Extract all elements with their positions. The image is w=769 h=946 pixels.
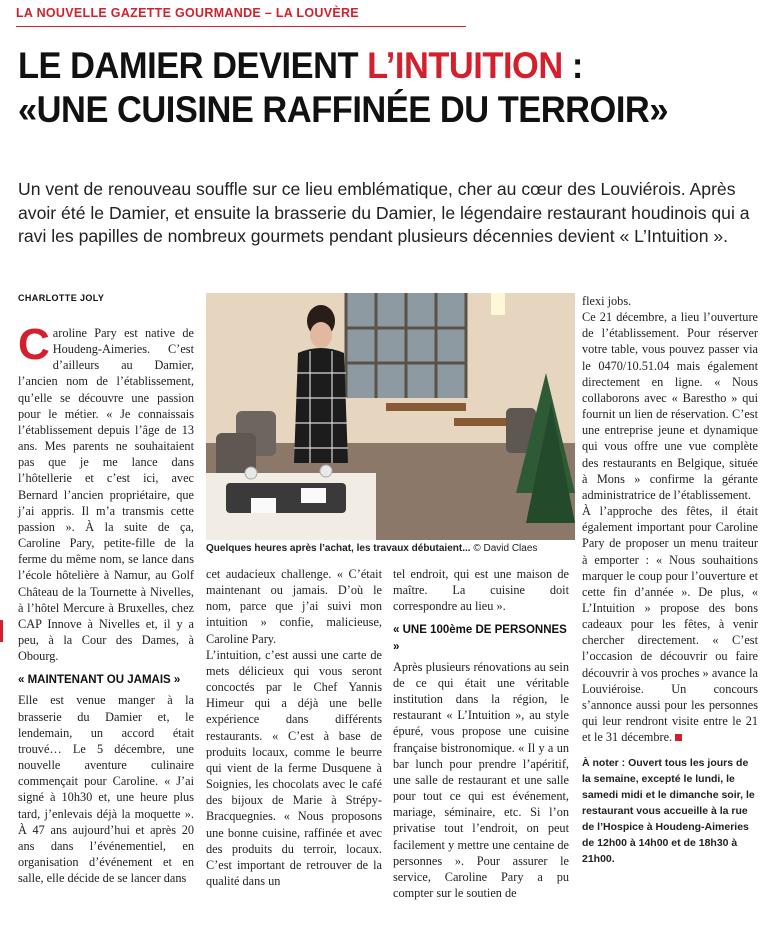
headline-part1: LE DAMIER DEVIENT [18,45,368,86]
opening-hours-note: À noter : Ouvert tous les jours de la semaine, excepté le lundi, le samedi midi et le dimanche soir, le restaurant vous accueille à la rue de l’Hospice à Houdeng-Aimeries de 12h00 à 14h00 et de 18h30 à 21h00. [582,757,755,866]
col4-paragraph-2: Ce 21 décembre, a lieu l’ouverture de l’établissement. Pour réserver votre table, vous pouvez passer via le 0470/10.51.04 mais également directement en ligne. « Nous collaborons avec « Barestho » qui fournit un lien de réservation. C’est une entreprise jeune et dynamique qui vous offre une vue complète des restaurants en Belgique, située à Mons » confirme la gérante administratrice de l’établissement. [582,310,758,502]
column-1 [18,320,194,886]
drop-cap: C [18,320,50,369]
col1-paragraph-2: Elle est venue manger à la brasserie du Damier et, le lendemain, un accord était trouvé… Le 5 décembre, une nouvelle aventure culinaire commençait pour Caroline. « J’ai signé à 10h30 et, une heure plus tard, j’enlevais déjà la moquette ». À 47 ans aujourd’hui et après 20 ans dans l’événementiel, en organisation d’événement et en salle, elle décide de se lancer dans [18,693,194,886]
article-lead: Un vent de renouveau souffle sur ce lieu emblématique, cher au cœur des Louviérois. Après avoir été le Damier, et ensuite la brasserie du Damier, le légendaire restaurant houdinois qui a ravi les papilles de nombreux gourmets pendant plusieurs décennies devient « L’Intuition ». [18,179,750,246]
col4-paragraph-3: À l’approche des fêtes, il était également important pour Caroline Pary de proposer un menu traiteur à emporter : « Nous souhaitions marquer le coup pour l’ouverture et cette fin d’année ». De plus, « L’Intuition » propose des bons cadeaux pour les fêtes, à venir chercher directement. « C’est l’occasion de découvrir ou faire découvrir à vos proches » avance la Louviéroise. Un concours s’annonce aussi pour les personnes qui leur rendront visite entre le 21 et le 31 décembre. [582,504,758,745]
photo-caption [206,543,537,554]
restaurant-interior-illustration [206,293,575,540]
headline-part2: : [562,45,583,86]
col3-subheading: « UNE 100ème DE PERSONNES » [393,624,567,653]
column-2 [206,566,382,889]
headline-accent: L’INTUITION [367,45,563,86]
headline-line2: «UNE CUISINE RAFFINÉE DU TERROIR» [18,89,668,130]
col2-paragraph-2: L’intuition, c’est aussi une carte de mets délicieux qui vous seront concoctés par le Chef Yannis Himeur qui a déjà une belle expérience dans différents restaurants. « C’est à base de produits locaux, comme le beurre qui vient de la ferme Dusquene à Soignies, les chocolats avec le café des bijoux de Marie à Strépy-Bracquegnies. « Nous proposons une bonne cuisine, raffinée et avec des produits du terroir, locaux. C’est important de retrouver de la qualité dans un [206,647,382,888]
article-headline [18,44,706,132]
col4-paragraph-1: flexi jobs. [582,294,632,308]
col3-paragraph-1: tel endroit, qui est une maison de maître. La cuisine doit correspondre au lieu ». [393,567,569,614]
byline: CHARLOTTE JOLY [18,293,105,303]
page-edge-marker [0,620,3,642]
col2-paragraph-1: cet audacieux challenge. « C’était maintenant ou jamais. D’où le nom, parce que j’ai suivi mon intuition » confie, malicieuse, Caroline Pary. [206,567,382,646]
restaurant-photo [206,293,575,540]
col3-paragraph-2: Après plusieurs rénovations au sein de ce qui était une véritable institution dans la région, le restaurant « L’Intuition », au style épuré, vous propose une cuisine française bistronomique. « Il y a un bar lunch pour prendre l’apéritif, une salle de restaurant et une salle pour tout ce qui est événement, mariage, séminaire, etc. Si l’on privatise tout l’endroit, on peut facilement y mettre une centaine de personnes ». Pour assurer le service, Caroline Pary a pu compter sur le soutien de [393,659,569,900]
section-kicker: LA NOUVELLE GAZETTE GOURMANDE – LA LOUVÈRE [16,6,359,20]
caption-text: Quelques heures après l’achat, les travaux débutaient... [206,543,471,554]
kicker-underline [16,26,466,27]
column-4 [582,293,758,867]
photo-credit: © David Claes [470,543,538,554]
col1-subheading: « MAINTENANT OU JAMAIS » [18,674,181,687]
column-3 [393,566,569,901]
col1-paragraph-1: Caroline Pary est native de Houdeng-Aimeries. C’est d’ailleurs au Damier, l’ancien nom de l’établissement, qu’elle se découvre une passion pour le métier. « Je connaissais l’établissement depuis l’âge de 13 ans. Mes parents ne souhaitaient pas que je me lance dans l’hôtellerie et c’est ici, avec Bernard l’ancien propriétaire, que j’ai appris. Il m’a transmis cette passion ». À la suite de ça, Caroline Pary, petite-fille de la ferme du même nom, se lance dans l’école hôtelière à Namur, au Golf Château de la Tournette à Nivelles, à l’hôtel Mercure à Bruxelles, chez CAP Innove à Nivelles et, il y a peu, à la Cour des Dames, à Obourg. [18,320,194,664]
article-end-mark [675,734,682,741]
